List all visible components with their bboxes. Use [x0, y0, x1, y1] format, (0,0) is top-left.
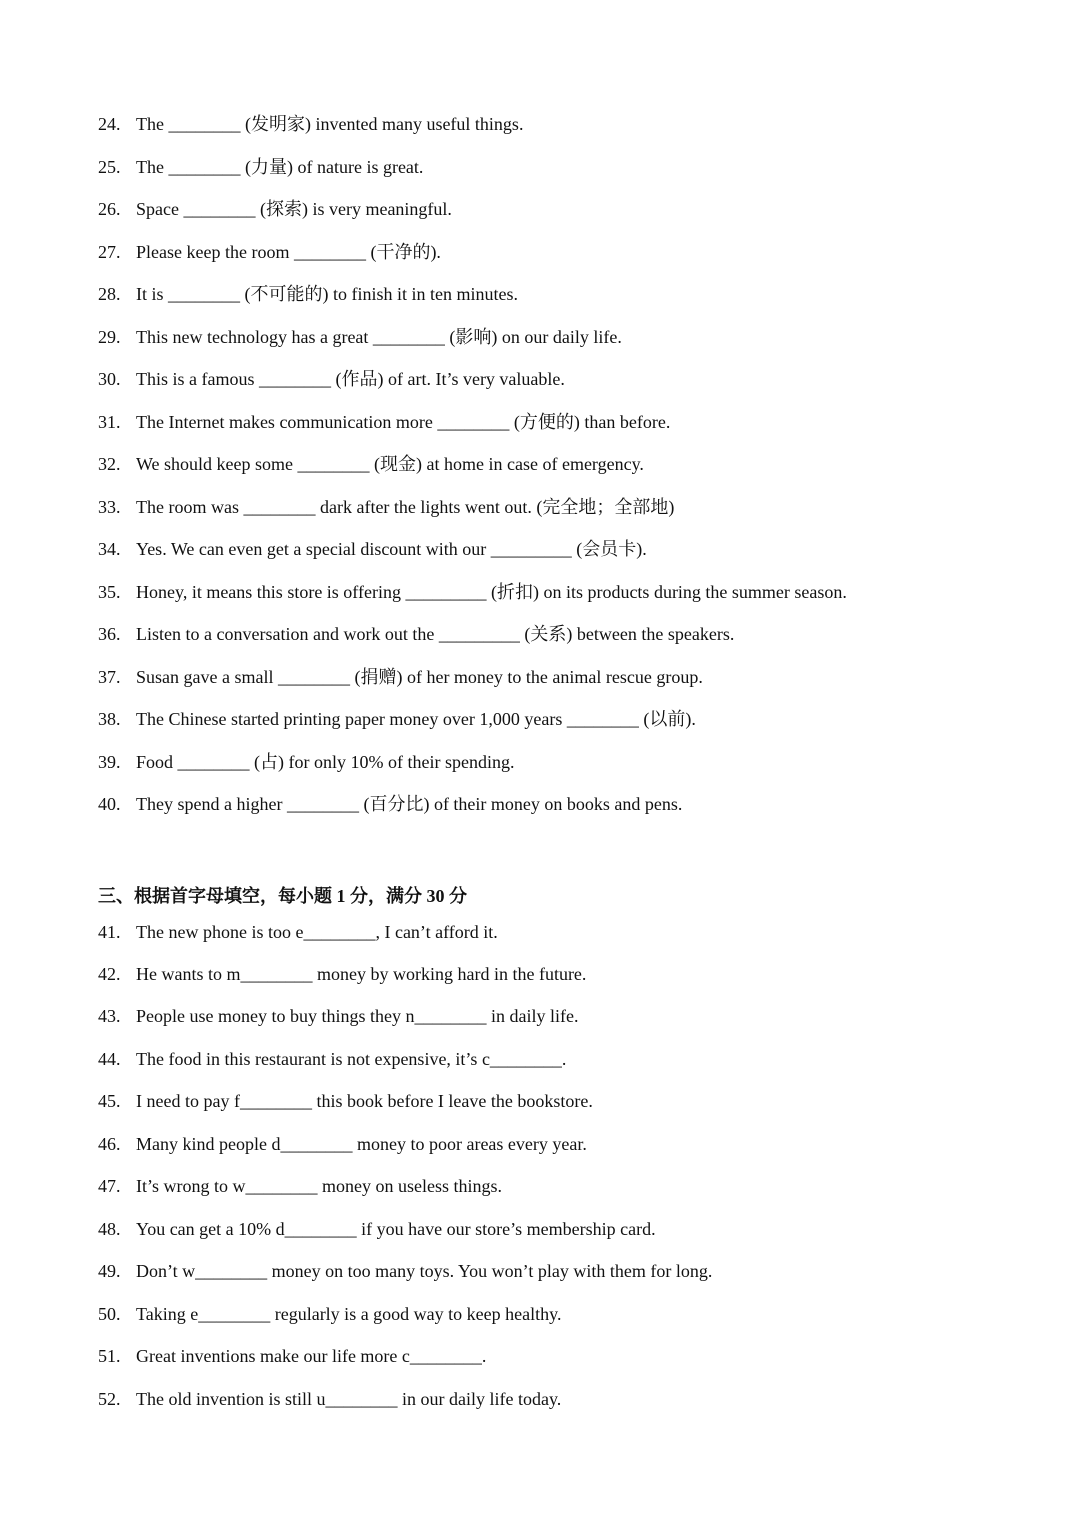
question-number: 30. [98, 369, 121, 389]
question-30 [98, 367, 565, 391]
question-text: It is ________ (不可能的) to finish it in ten minutes. [136, 284, 518, 304]
question-28 [98, 282, 518, 306]
question-41 [98, 920, 498, 944]
question-42 [98, 962, 586, 986]
question-text: You can get a 10% d________ if you have our store’s membership card. [136, 1219, 656, 1239]
question-37 [98, 665, 703, 689]
question-number: 31. [98, 412, 121, 432]
question-text: The Chinese started printing paper money over 1,000 years ________ (以前). [136, 709, 696, 729]
question-number: 46. [98, 1134, 121, 1154]
question-text: The new phone is too e________, I can’t afford it. [136, 922, 498, 942]
question-51 [98, 1344, 486, 1368]
question-text: Susan gave a small ________ (捐赠) of her money to the animal rescue group. [136, 667, 703, 687]
question-31 [98, 410, 670, 434]
question-44 [98, 1047, 566, 1071]
question-text: Space ________ (探索) is very meaningful. [136, 199, 452, 219]
question-number: 29. [98, 327, 121, 347]
question-49 [98, 1259, 712, 1283]
question-text: Listen to a conversation and work out the _________ (关系) between the speakers. [136, 624, 735, 644]
question-text: People use money to buy things they n________ in daily life. [136, 1006, 579, 1026]
question-number: 27. [98, 242, 121, 262]
question-number: 28. [98, 284, 121, 304]
question-text: Food ________ (占) for only 10% of their spending. [136, 752, 515, 772]
question-number: 38. [98, 709, 121, 729]
question-text: This new technology has a great ________ (影响) on our daily life. [136, 327, 622, 347]
question-24 [98, 112, 523, 136]
question-text: We should keep some ________ (现金) at home in case of emergency. [136, 454, 644, 474]
question-text: Many kind people d________ money to poor areas every year. [136, 1134, 587, 1154]
question-48 [98, 1217, 656, 1241]
question-50 [98, 1302, 561, 1326]
question-text: This is a famous ________ (作品) of art. It’s very valuable. [136, 369, 565, 389]
question-number: 33. [98, 497, 121, 517]
question-34 [98, 537, 647, 561]
question-number: 42. [98, 964, 121, 984]
question-text: Honey, it means this store is offering _________ (折扣) on its products during the summer season. [136, 582, 847, 602]
question-text: The Internet makes communication more ________ (方便的) than before. [136, 412, 671, 432]
question-text: Please keep the room ________ (干净的). [136, 242, 441, 262]
question-text: Great inventions make our life more c________. [136, 1346, 487, 1366]
question-39 [98, 750, 514, 774]
question-number: 36. [98, 624, 121, 644]
question-text: It’s wrong to w________ money on useless things. [136, 1176, 502, 1196]
question-35 [98, 580, 847, 604]
question-number: 43. [98, 1006, 121, 1026]
question-text: Don’t w________ money on too many toys. You won’t play with them for long. [136, 1261, 713, 1281]
question-text: They spend a higher ________ (百分比) of their money on books and pens. [136, 794, 683, 814]
question-text: He wants to m________ money by working hard in the future. [136, 964, 587, 984]
question-text: The ________ (力量) of nature is great. [136, 157, 424, 177]
question-27 [98, 240, 441, 264]
question-number: 32. [98, 454, 121, 474]
question-number: 47. [98, 1176, 121, 1196]
question-number: 44. [98, 1049, 121, 1069]
question-number: 50. [98, 1304, 121, 1324]
question-46 [98, 1132, 587, 1156]
question-number: 49. [98, 1261, 121, 1281]
question-36 [98, 622, 734, 646]
question-text: Yes. We can even get a special discount with our _________ (会员卡). [136, 539, 647, 559]
question-number: 45. [98, 1091, 121, 1111]
question-29 [98, 325, 622, 349]
question-text: The room was ________ dark after the lights went out. (完全地；全部地) [136, 497, 675, 517]
question-text: The ________ (发明家) invented many useful things. [136, 114, 524, 134]
question-text: I need to pay f________ this book before I leave the bookstore. [136, 1091, 593, 1111]
question-number: 51. [98, 1346, 121, 1366]
question-26 [98, 197, 452, 221]
question-45 [98, 1089, 593, 1113]
question-number: 40. [98, 794, 121, 814]
question-43 [98, 1004, 578, 1028]
question-number: 52. [98, 1389, 121, 1409]
question-number: 41. [98, 922, 121, 942]
question-text: The old invention is still u________ in our daily life today. [136, 1389, 562, 1409]
question-number: 37. [98, 667, 121, 687]
question-25 [98, 155, 423, 179]
question-52 [98, 1387, 561, 1411]
question-number: 35. [98, 582, 121, 602]
question-number: 24. [98, 114, 121, 134]
question-number: 26. [98, 199, 121, 219]
question-33 [98, 495, 674, 519]
question-47 [98, 1174, 502, 1198]
question-text: Taking e________ regularly is a good way to keep healthy. [136, 1304, 562, 1324]
question-32 [98, 452, 644, 476]
question-number: 48. [98, 1219, 121, 1239]
question-text: The food in this restaurant is not expensive, it’s c________. [136, 1049, 567, 1069]
section-heading: 三、根据首字母填空，每小题 1 分，满分 30 分 [98, 886, 467, 906]
question-40 [98, 792, 682, 816]
question-number: 34. [98, 539, 121, 559]
question-number: 25. [98, 157, 121, 177]
question-number: 39. [98, 752, 121, 772]
question-38 [98, 707, 696, 731]
